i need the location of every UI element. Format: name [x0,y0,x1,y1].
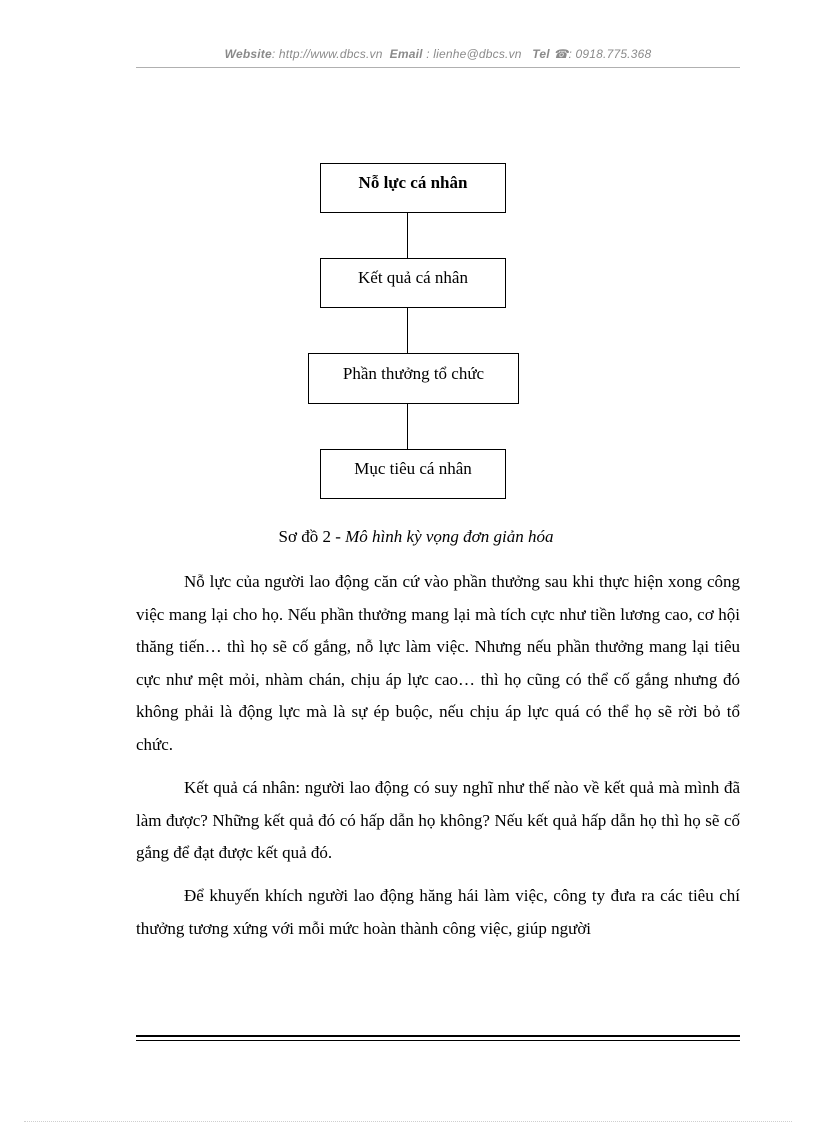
footer-divider [136,1035,740,1037]
header-divider [136,67,740,68]
diagram-connector [407,404,408,449]
diagram-box-individual-result [320,258,506,308]
email-value: : lienhe@dbcs.vn [426,47,522,61]
caption-title: Mô hình kỳ vọng đơn giản hóa [345,527,554,546]
diagram-box-individual-effort [320,163,506,213]
diagram-box-label: Mục tiêu cá nhân [354,459,472,478]
website-label: Website [224,47,272,61]
diagram-box-label: Phần thưởng tổ chức [342,363,485,383]
diagram-box-label: Kết quả cá nhân [358,268,468,287]
diagram-box-label: Nỗ lực cá nhân [358,173,468,192]
paragraph: Nỗ lực của người lao động căn cứ vào phần thưởng sau khi thực hiện xong công việc mang lại cho họ. Nếu phần thưởng mang lại mà tích cực như tiền lương cao, cơ hội thăng tiến… thì họ sẽ cố gắng, nỗ lực làm việc. Nhưng nếu phần thưởng mang lại tiêu cực như mệt mỏi, nhàm chán, chịu áp lực cao… thì họ cũng có thể cố gắng nhưng đó không phải là động lực mà là sự ép buộc, nếu chịu áp lực quá có thể họ sẽ rời bỏ tổ chức. [136,572,740,754]
diagram-connector [407,308,408,353]
tel-label: Tel [532,47,550,61]
tel-value: : 0918.775.368 [568,47,652,61]
caption-prefix: Sơ đồ 2 - [278,527,346,546]
diagram-box-personal-goal [320,449,506,499]
email-label: Email [389,47,423,61]
website-value: : http://www.dbcs.vn [271,47,383,61]
diagram-connector [407,213,408,258]
paragraph: Kết quả cá nhân: người lao động có suy nghĩ như thế nào về kết quả mà mình đã làm được? Những kết quả đó có hấp dẫn họ không? Nếu kết quả hấp dẫn họ thì họ sẽ cố gắng để đạt được kết quả đó. [136,778,740,862]
footer-divider-thin [136,1040,740,1041]
page-edge [24,1121,792,1122]
phone-icon: ☎ [553,47,569,61]
diagram-box-organizational-reward [308,353,519,404]
page-header [136,47,740,61]
diagram-caption [136,527,696,547]
paragraph: Để khuyến khích người lao động hăng hái làm việc, công ty đưa ra các tiêu chí thưởng tương xứng với mỗi mức hoàn thành công việc, giúp người [136,886,740,938]
